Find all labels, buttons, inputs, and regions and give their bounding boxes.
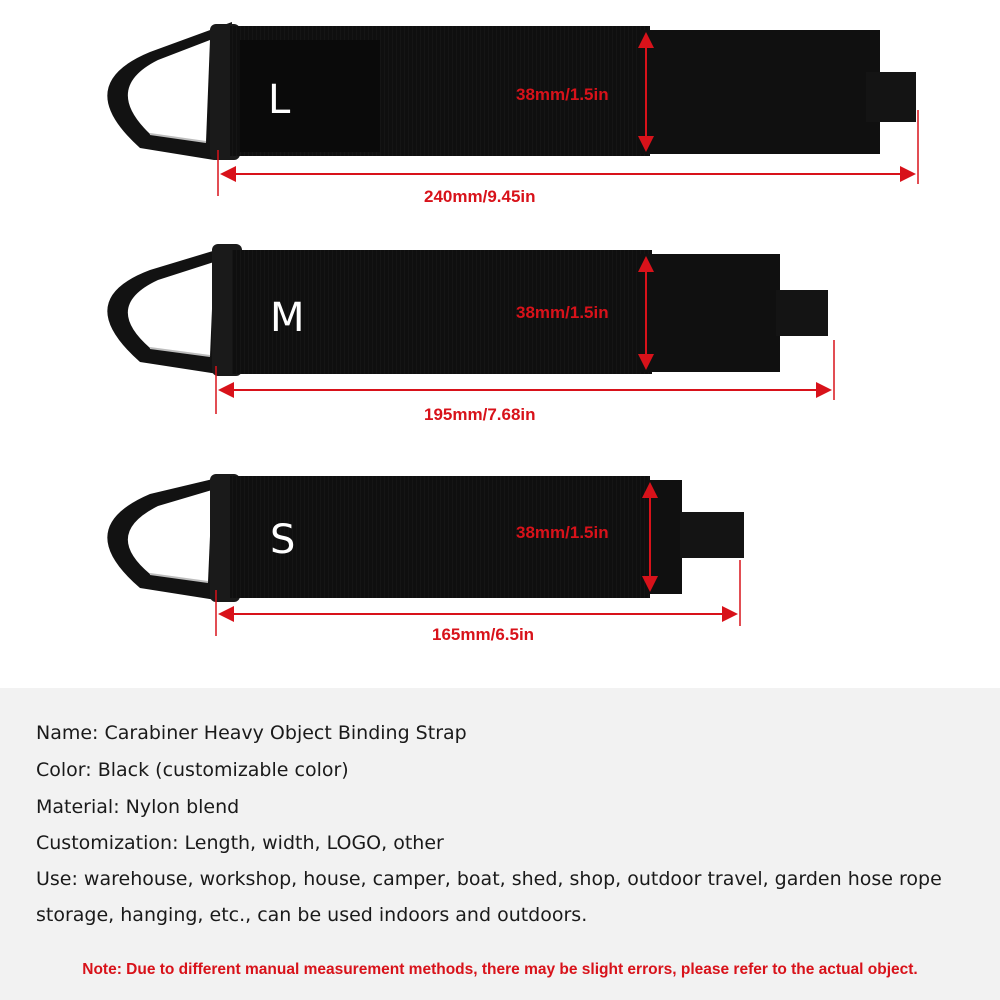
strap-large	[107, 22, 918, 196]
size-label-medium: M	[270, 295, 305, 341]
spec-material: Material: Nylon blend	[36, 796, 240, 818]
measurement-note: Note: Due to different manual measurement methods, there may be slight errors, please refer to the actual object.	[82, 961, 918, 978]
length-label-large: 240mm/9.45in	[424, 187, 536, 206]
length-label-small: 165mm/6.5in	[432, 625, 535, 644]
spec-customization: Customization: Length, width, LOGO, other	[36, 832, 444, 854]
strap-medium	[107, 244, 834, 414]
spec-use-line-2: storage, hanging, etc., can be used indoors and outdoors.	[36, 904, 588, 926]
width-label-medium: 38mm/1.5in	[516, 303, 609, 322]
spec-color: Color: Black (customizable color)	[36, 759, 349, 781]
size-label-small: S	[270, 517, 296, 563]
width-label-small: 38mm/1.5in	[516, 523, 609, 542]
spec-use-line-1: Use: warehouse, workshop, house, camper, boat, shed, shop, outdoor travel, garden hose rope	[36, 868, 942, 890]
strap-small	[107, 474, 744, 636]
spec-name: Name: Carabiner Heavy Object Binding Strap	[36, 722, 467, 744]
length-label-medium: 195mm/7.68in	[424, 405, 536, 424]
size-label-large: L	[268, 77, 291, 123]
width-label-large: 38mm/1.5in	[516, 85, 609, 104]
